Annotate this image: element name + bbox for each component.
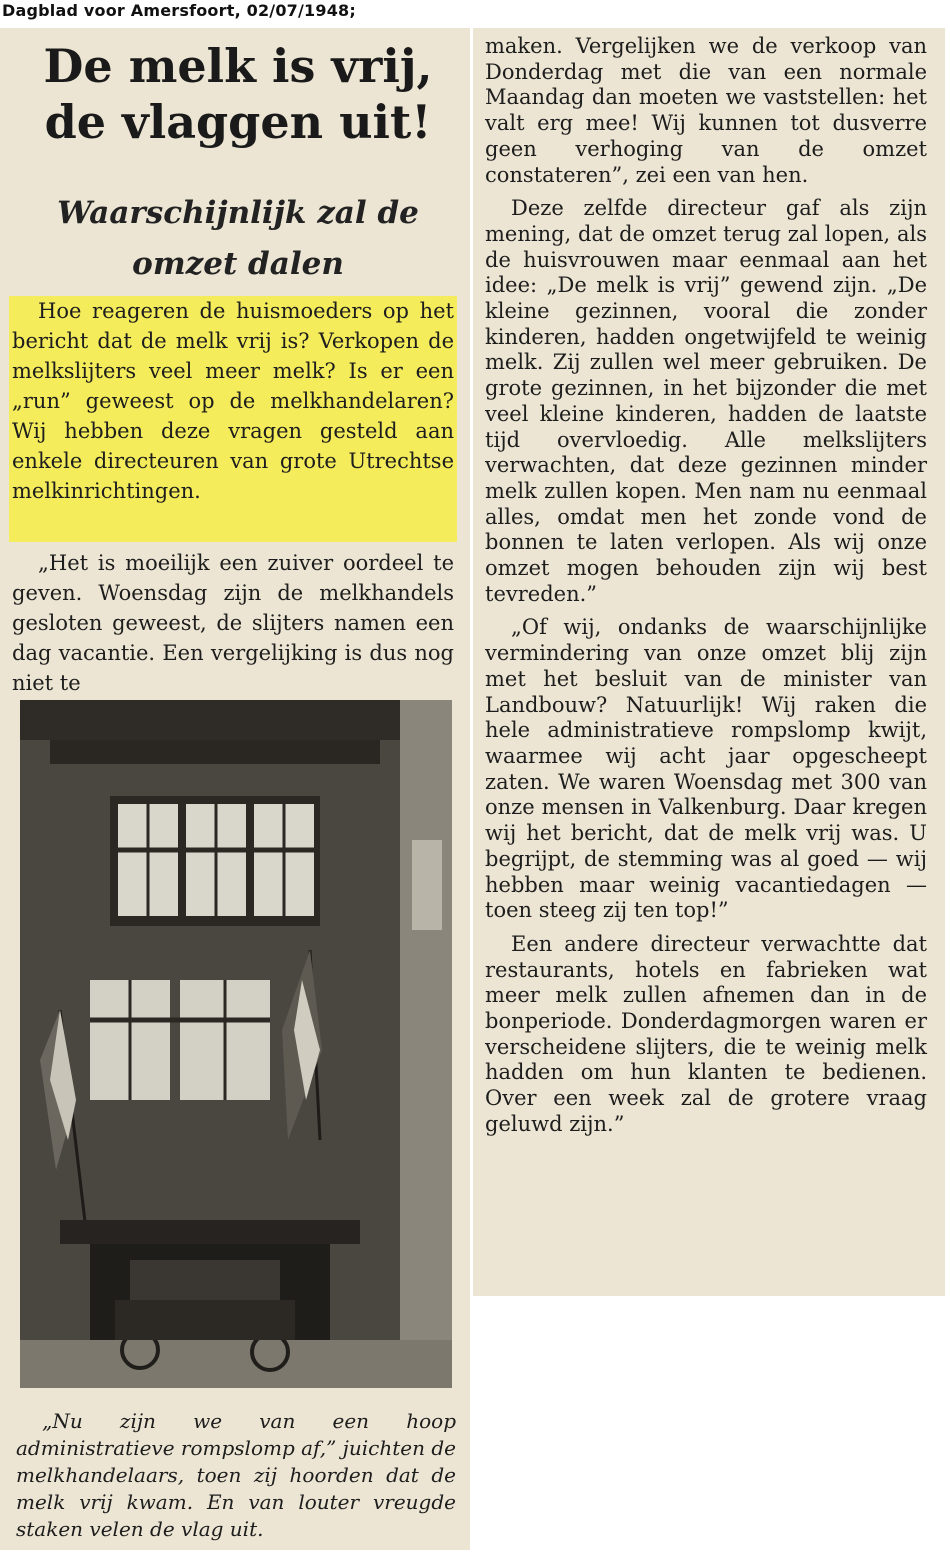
- subheadline-line-1: Waarschijnlijk zal de: [57, 195, 419, 231]
- lead-text: Hoe reageren de huismoeders op het bericht dat de melk vrij is? Verkopen de melkslijters veel meer melk? Is er een „run” geweest op de melkhandelaren? Wij hebben deze vragen gesteld aan enkele directeuren van grote Utrechtse melkinrichtingen.: [12, 299, 454, 503]
- headline-line-1: De melk is vrij,: [43, 39, 433, 93]
- clipping-left-column: [0, 28, 470, 1550]
- subheadline-line-2: omzet dalen: [132, 246, 344, 282]
- photo-caption: [16, 1408, 456, 1543]
- source-header: Dagblad voor Amersfoort, 02/07/1948;: [2, 1, 356, 20]
- body-right-paragraph-3: „Of wij, ondanks de waarschijnlijke vermindering van onze omzet blij zijn met het besluit van de minister van Landbouw? Natuurlijk! Wij raken die hele administratieve rompslomp kwijt, waarmee wij acht jaar opgescheept zaten. We waren Woensdag met 300 van onze mensen in Valkenburg. Daar kregen wij het bericht, dat de melk vrij was. U begrijpt, de stemming was al goed — wij hebben maar weinig vacantiedagen — toen steeg zij ten top!”: [485, 615, 927, 923]
- body-left-text: „Het is moeilijk een zuiver oordeel te geven. Woensdag zijn de melkhandels gesloten geweest, de slijters namen een dag vacantie. Een vergelijking is dus nog niet te: [12, 551, 454, 695]
- lead-paragraph: [12, 296, 454, 506]
- photo-milk-shop-illustration: [20, 700, 452, 1388]
- subheadline: [18, 188, 458, 290]
- body-right-paragraph-1: maken. Vergelijken we de verkoop van Donderdag met die van een normale Maandag dan moeten we vaststellen: het valt erg mee! Wij kunnen tot dusverre geen verhoging van de omzet constateren”, zei een van hen.: [485, 34, 927, 187]
- body-right-paragraph-2: Deze zelfde directeur gaf als zijn mening, dat de omzet terug zal lopen, als de huisvrouwen maar eenmaal aan het idee: „De melk is vrij” gewend zijn. „De kleine gezinnen, vooral die zonder kinderen, hadden ongetwijfeld te weinig melk. Zij zullen wel meer gebruiken. De grote gezinnen, in het bijzonder die met veel kleine kinderen, hadden de laatste tijd overvloedig. Alle melkslijters verwachten, dat deze gezinnen minder melk zullen kopen. Men nam nu eenmaal alles, omdat men het zonde vond de bonnen te laten verlopen. Als wij onze omzet mogen behouden zijn wij best tevreden.”: [485, 196, 927, 606]
- headline-line-2: de vlaggen uit!: [44, 95, 432, 149]
- article-photo: [20, 700, 452, 1388]
- clipping-right-column: [473, 28, 945, 1296]
- headline: [18, 38, 458, 150]
- body-right-paragraph-4: Een andere directeur verwachtte dat restaurants, hotels en fabrieken wat meer melk zullen afnemen dan in de bonperiode. Donderdagmorgen waren er verscheidene slijters, die te weinig melk hadden om hun klanten te bedienen. Over een week zal de grotere vraag geluwd zijn.”: [485, 931, 927, 1136]
- body-left-column: [12, 548, 454, 698]
- photo-caption-text: „Nu zijn we van een hoop administratieve rompslomp af,” juichten de melkhandelaars, toen zij hoorden dat de melk vrij kwam. En van louter vreugde staken velen de vlag uit.: [16, 1409, 456, 1541]
- body-right-column: [485, 34, 927, 1138]
